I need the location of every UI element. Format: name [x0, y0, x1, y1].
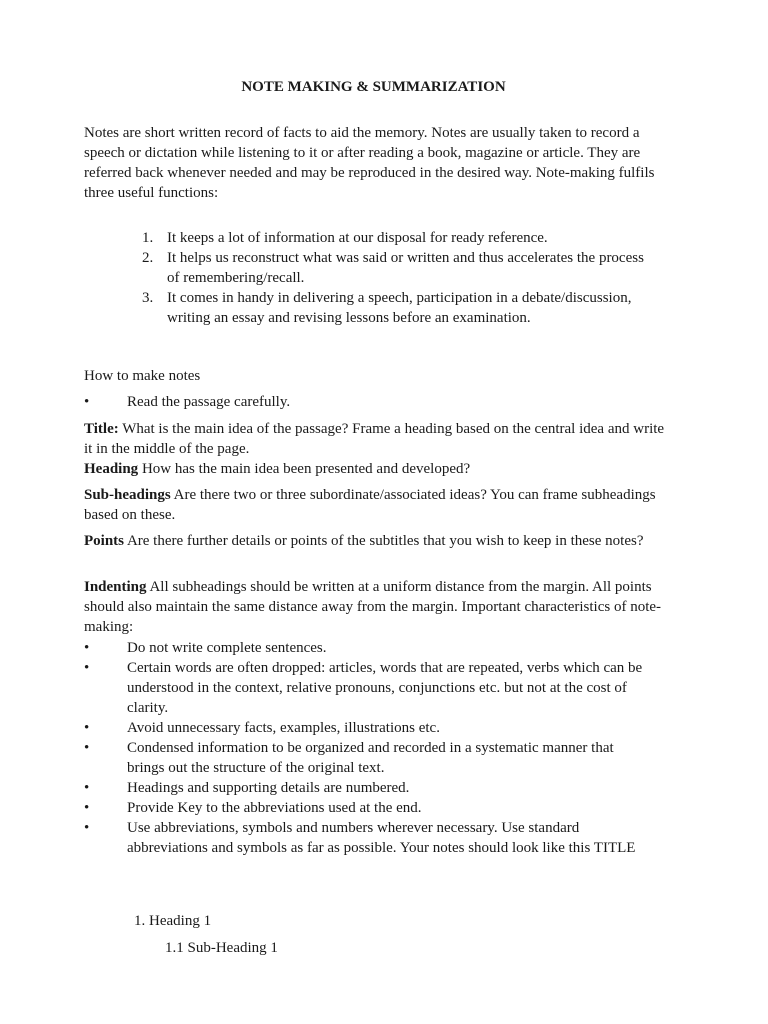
bullet-icon: • [84, 394, 90, 410]
list-item [0, 228, 768, 248]
indenting-paragraph [84, 577, 664, 637]
list-item [0, 738, 768, 778]
list-item [0, 798, 768, 818]
indenting-text: All subheadings should be written at a uniform distance from the margin. All points should also maintain the same distance away from the margin. Important characteristics of note-making: [84, 579, 662, 635]
list-item [0, 778, 768, 798]
list-item-text: It keeps a lot of information at our disposal for ready reference. [167, 230, 548, 246]
list-item-text: Condensed information to be organized and recorded in a systematic manner that brings out the structure of the original text. [127, 740, 614, 776]
outline-heading-1: 1. Heading 1 [134, 913, 212, 929]
how-to-bullet [0, 392, 768, 412]
points-text: Are there further details or points of the subtitles that you wish to keep in these notes? [124, 533, 644, 549]
bullet-icon: • [84, 660, 90, 676]
points-label: Points [84, 533, 125, 549]
list-item-text: It comes in handy in delivering a speech, participation in a debate/discussion, writing an essay and revising lessons before an examination. [167, 290, 632, 326]
list-item [0, 288, 768, 328]
list-item-text: Do not write complete sentences. [127, 640, 327, 656]
list-item-text: Headings and supporting details are numbered. [127, 780, 410, 796]
intro-paragraph: Notes are short written record of facts to aid the memory. Notes are usually taken to record a speech or dictation while listening to it or after reading a book, magazine or article. They are referred back whenever needed and may be reproduced in the desired way. Note-making fulfils three useful functions: [84, 125, 655, 201]
title-label: Title: [84, 421, 119, 437]
title-paragraph [84, 419, 674, 459]
list-number: 3. [142, 290, 154, 306]
list-number: 1. [142, 230, 154, 246]
list-item [0, 718, 768, 738]
bullet-icon: • [84, 780, 90, 796]
how-to-heading: How to make notes [84, 368, 201, 384]
points-paragraph [84, 531, 674, 551]
subheadings-text: Are there two or three subordinate/associated ideas? You can frame subheadings based on these. [84, 487, 656, 523]
subheadings-paragraph [84, 485, 674, 525]
functions-list [0, 228, 768, 328]
heading-paragraph [84, 459, 674, 479]
list-item-text: Use abbreviations, symbols and numbers wherever necessary. Use standard abbreviations and symbols as far as possible. Your notes should look like this TITLE [127, 820, 636, 856]
bullet-icon: • [84, 820, 90, 836]
title-text: What is the main idea of the passage? Frame a heading based on the central idea and write it in the middle of the page. [84, 421, 665, 457]
indenting-label: Indenting [84, 579, 147, 595]
list-item [0, 818, 768, 858]
outline-subheading-1: 1.1 Sub-Heading 1 [165, 940, 278, 956]
list-item-text: Avoid unnecessary facts, examples, illustrations etc. [127, 720, 440, 736]
characteristics-list [0, 638, 768, 858]
bullet-icon: • [84, 740, 90, 756]
bullet-icon: • [84, 640, 90, 656]
list-item-text: It helps us reconstruct what was said or written and thus accelerates the process of remembering/recall. [167, 250, 644, 286]
document-title: NOTE MAKING & SUMMARIZATION [241, 79, 506, 95]
heading-text: How has the main idea been presented and developed? [138, 461, 471, 477]
bullet-icon: • [84, 800, 90, 816]
bullet-icon: • [84, 720, 90, 736]
list-number: 2. [142, 250, 154, 266]
bullet-text: Read the passage carefully. [127, 394, 291, 410]
list-item-text: Certain words are often dropped: articles, words that are repeated, verbs which can be understood in the context, relative pronouns, conjunctions etc. but not at the cost of clarity. [127, 660, 643, 716]
list-item [0, 638, 768, 658]
list-item [0, 248, 768, 288]
subheadings-label: Sub-headings [84, 487, 171, 503]
list-item-text: Provide Key to the abbreviations used at the end. [127, 800, 422, 816]
list-item [0, 658, 768, 718]
heading-label: Heading [84, 461, 139, 477]
